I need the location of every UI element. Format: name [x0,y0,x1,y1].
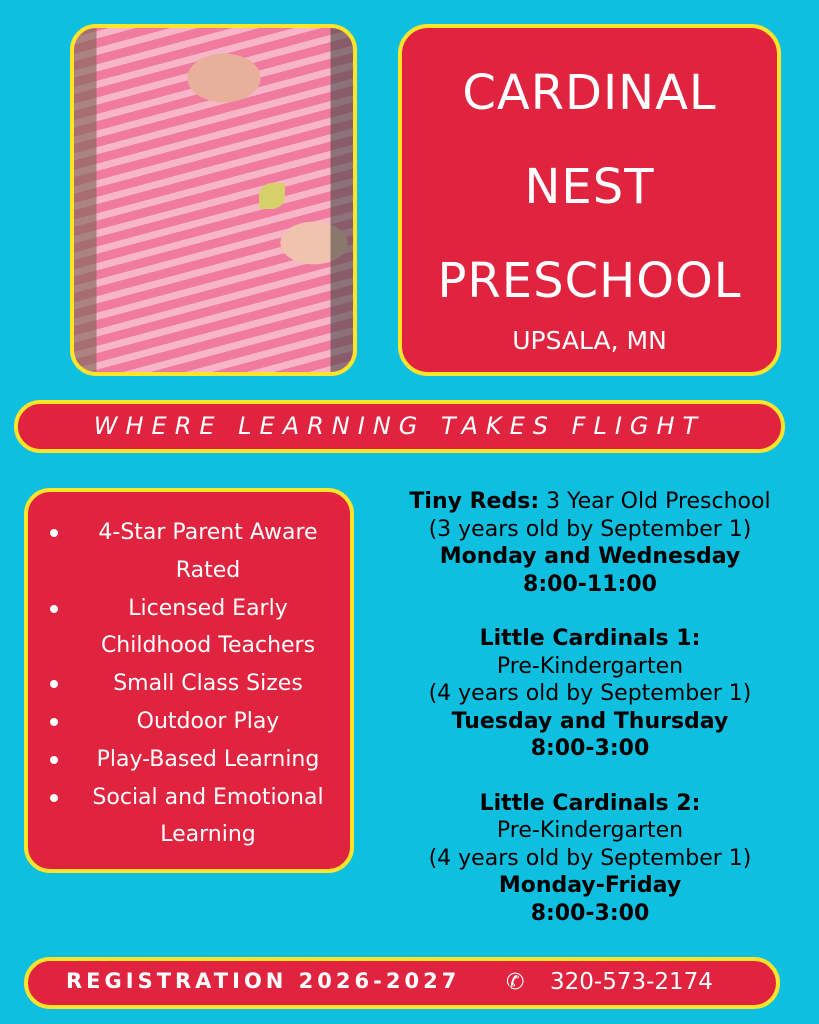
program-little-cardinals-2: Little Cardinals 2: Pre-Kindergarten (4 years old by September 1) Monday-Friday 8:00-3:00 [428,790,752,926]
registration-label: REGISTRATION 2026-2027 [66,969,461,993]
bullet-icon [50,680,58,688]
registration-bar [24,957,780,1009]
bullet-icon [50,718,58,726]
phone-number[interactable]: 320-573-2174 [550,969,713,995]
program-schedule [380,488,800,927]
feature-item: Licensed Early Childhood Teachers [42,590,334,666]
feature-item: Outdoor Play [42,703,334,741]
photo-child-holding-butterfly [70,24,357,376]
phone-icon: ✆ [506,970,525,995]
feature-item: Social and Emotional Learning [42,779,334,855]
title-line: PRESCHOOL [437,253,742,309]
tagline-banner: WHERE LEARNING TAKES FLIGHT [14,400,785,453]
bullet-icon [50,605,58,613]
feature-item: Play-Based Learning [42,741,334,779]
program-tiny-reds: Tiny Reds: 3 Year Old Preschool (3 years old by September 1) Monday and Wednesday 8:00-11:00 [409,489,771,597]
title-card [398,24,781,376]
title-line: CARDINAL [462,65,717,121]
location: UPSALA, MN [512,326,667,355]
feature-item: Small Class Sizes [42,665,334,703]
bullet-icon [50,529,58,537]
butterfly [259,183,285,209]
bullet-icon [50,794,58,802]
title-line: NEST [524,159,655,215]
features-list [24,488,354,873]
feature-item: 4-Star Parent Aware Rated [42,514,334,590]
program-little-cardinals-1: Little Cardinals 1: Pre-Kindergarten (4 years old by September 1) Tuesday and Thursday 8:00-3:00 [428,626,752,761]
bullet-icon [50,756,58,764]
